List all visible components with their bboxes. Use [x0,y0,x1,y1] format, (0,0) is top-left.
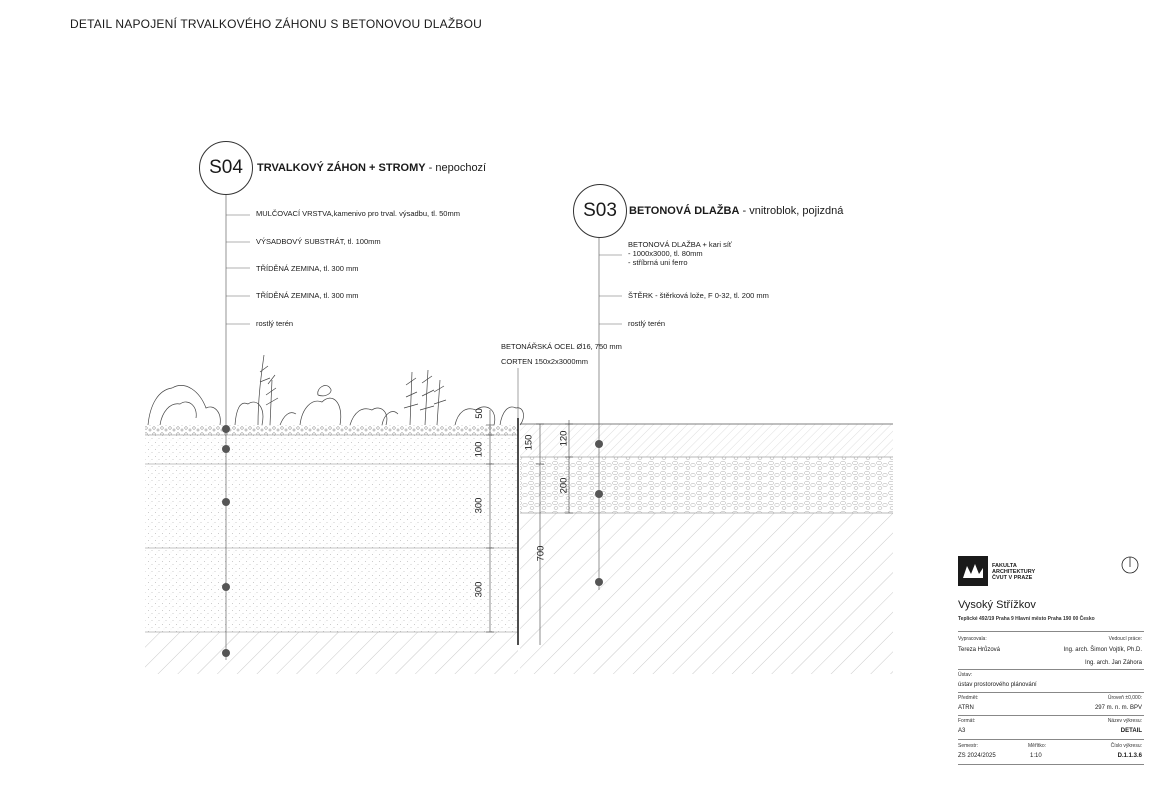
gravel-layer [520,457,893,513]
s04-code: S04 [209,157,243,178]
native-soil-right [520,513,893,674]
s04-marker [199,141,253,195]
dim-text: 120 [558,430,570,447]
drawing-title: DETAIL NAPOJENÍ TRVALKOVÉHO ZÁHONU S BETONOVOU DLAŽBOU [70,17,482,31]
author-label: Vypracovala: [958,636,987,642]
supervisor-label: Vedoucí práce: [1108,636,1142,642]
s03-title [629,205,843,217]
subject-label: Předmět: [958,695,979,701]
perennial-plants [148,355,523,425]
s04-title [257,162,486,174]
subject: ATRN [958,705,974,711]
dim-text: 300 [473,581,485,598]
scale-label: Měřítko: [1028,743,1047,749]
semester: ZS 2024/2025 [958,753,996,759]
school-line: ČVUT V PRAZE [992,575,1033,581]
dim-text: 200 [558,477,570,494]
north-arrow-icon [1120,555,1140,575]
level: 297 m. n. m. BPV [1094,705,1142,711]
s04-layer-label: MULČOVACÍ VRSTVA,kamenivo pro trval. výsadbu, tl. 50mm [256,209,460,218]
author: Tereza Hrůzová [958,647,1001,653]
corten-label: CORTEN 150x2x3000mm [501,357,588,366]
s03-name: BETONOVÁ DLAŽBA [629,205,740,217]
soil-layer-2 [145,548,518,632]
project-name: Vysoký Střížkov [958,599,1036,611]
s04-layer-label: TŘÍDĚNÁ ZEMINA, tl. 300 mm [256,291,359,300]
s03-layer-label: rostlý terén [628,319,666,328]
title-block [952,551,1148,776]
dim-text: 50 [473,408,485,419]
s04-layer-label: VÝSADBOVÝ SUBSTRÁT, tl. 100mm [256,237,381,246]
supervisor-2: Ing. arch. Jan Záhora [1084,660,1142,666]
substrate-layer [145,435,518,464]
dim-text: 150 [523,434,535,451]
dim-text: 100 [473,441,485,458]
project-address: Teplické 492/19 Praha 9 Hlavní město Praha 190 00 Česko [958,616,1095,622]
scale: 1:10 [1030,753,1042,759]
dim-text: 700 [535,545,547,562]
s03-layer-label: BETONOVÁ DLAŽBA + kari síť - 1000x3000, tl. 80mm - stříbrná uni ferro [628,240,732,267]
dim-text: 300 [473,497,485,514]
format: A3 [958,728,966,734]
s04-suffix: - nepochozí [425,162,487,174]
school-line: FAKULTA [992,563,1017,569]
soil-layer-1 [145,464,518,548]
s03-code: S03 [583,200,617,221]
rebar-label: BETONÁŘSKÁ OCEL Ø16, 750 mm [501,342,622,351]
mulch-layer [145,425,518,435]
school-line: ARCHITEKTURY [992,569,1036,575]
s03-layer-label: ŠTĚRK - štěrková lože, F 0-32, tl. 200 mm [628,291,769,300]
drawing-name: DETAIL [1120,728,1142,734]
s04-layer-label: TŘÍDĚNÁ ZEMINA, tl. 300 mm [256,264,359,273]
semester-label: Semestr: [958,743,979,749]
native-soil-left [145,632,518,674]
level-label: Úroveň ±0,000: [1107,695,1142,701]
school-logo-icon [958,556,988,586]
institute: ústav prostorového plánování [958,682,1037,688]
drawing-number: D.1.1.3.6 [1117,753,1142,759]
institute-label: Ústav: [958,672,973,678]
s03-suffix: - vnitroblok, pojizdná [739,205,844,217]
concrete-paving-layer [520,424,893,457]
drawing-number-label: Číslo výkresu: [1110,743,1142,749]
drawing-name-label: Název výkresu: [1107,718,1142,724]
s03-marker [573,184,627,238]
supervisor-1: Ing. arch. Šimon Vojtík, Ph.D. [1063,647,1142,653]
format-label: Formát: [958,718,976,724]
s04-layer-label: rostlý terén [256,319,294,328]
s04-name: TRVALKOVÝ ZÁHON + STROMY [257,162,426,174]
